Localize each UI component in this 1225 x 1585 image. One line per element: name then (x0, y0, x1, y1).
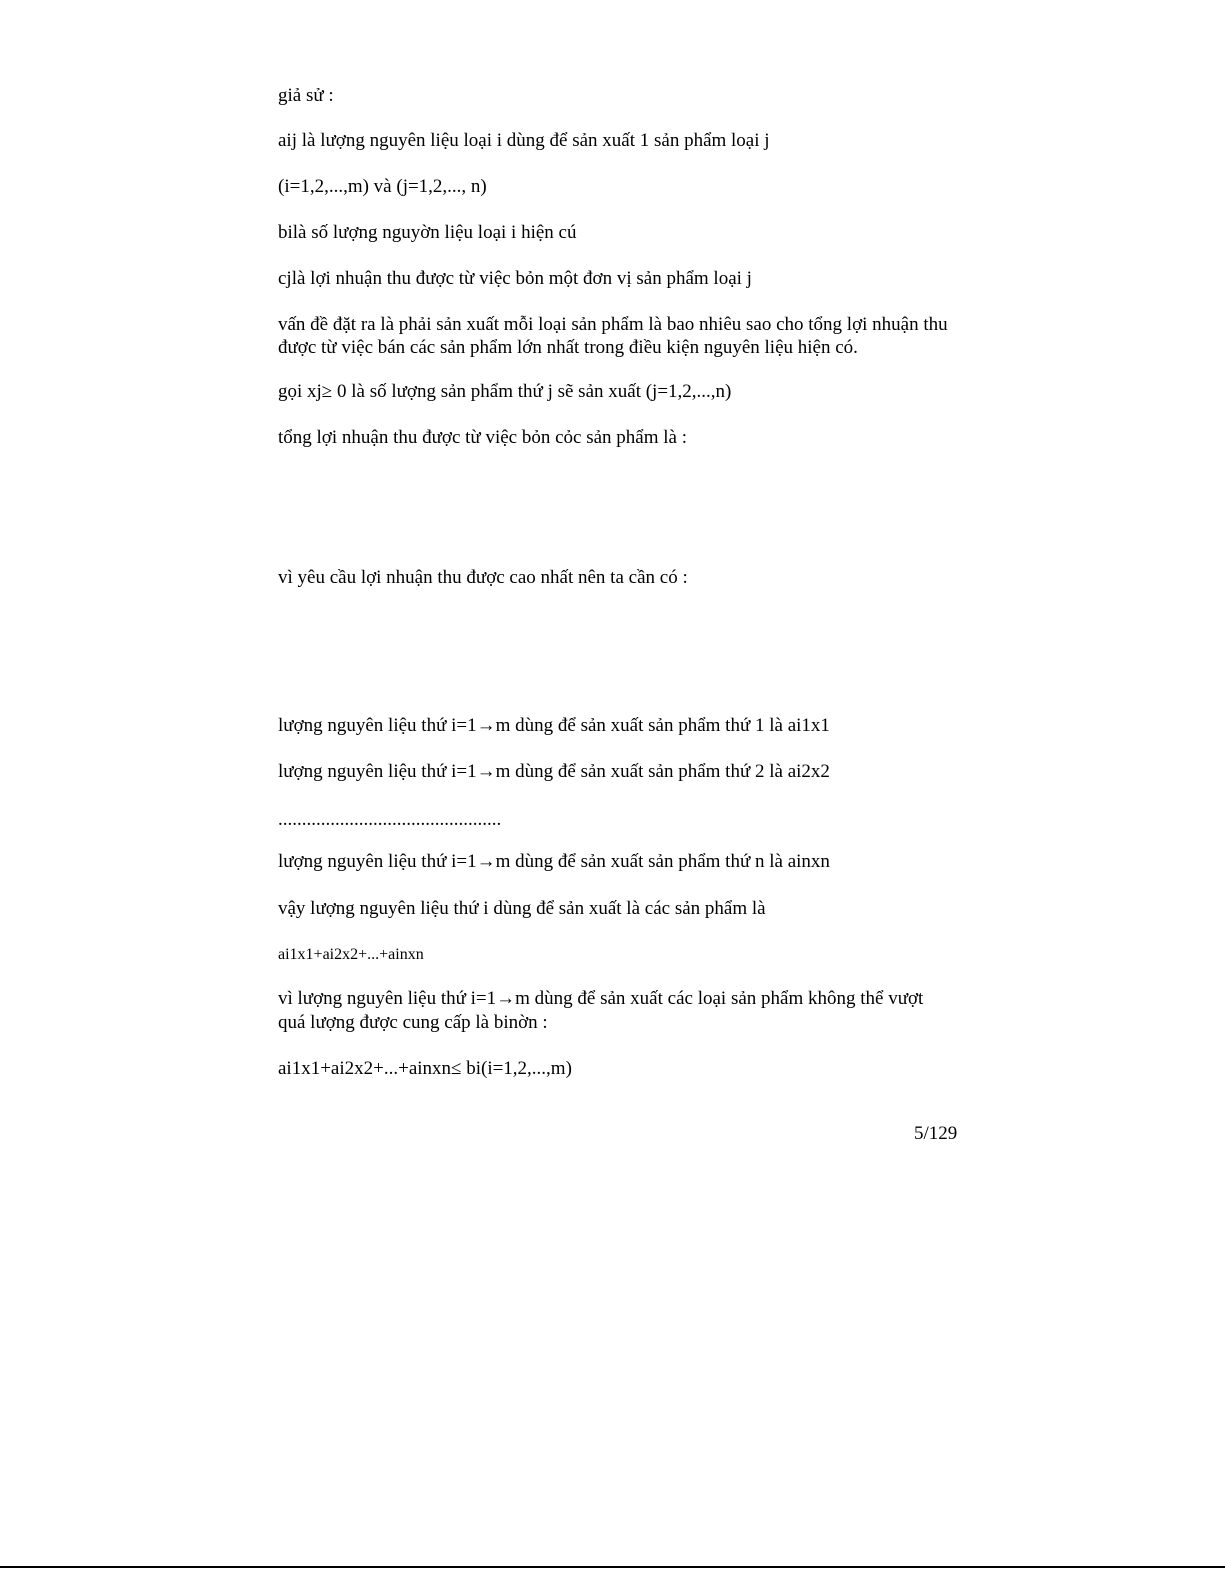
paragraph-constraint-line-2: quá lượng được cung cấp là binờn : (278, 1012, 548, 1033)
paragraph-constraint-line-1: vì lượng nguyên liệu thứ i=1→m dùng để sản xuất các loại sản phẩm không thể vượt (278, 988, 924, 1009)
page-bottom-rule (0, 1566, 1225, 1568)
paragraph-maximize-profit: vì yêu cầu lợi nhuận thu được cao nhất nên ta cần có : (278, 567, 688, 588)
paragraph-material-product-2: lượng nguyên liệu thứ i=1→m dùng để sản xuất sản phẩm thứ 2 là ai2x2 (278, 761, 830, 782)
paragraph-cj-definition: cjlà lợi nhuận thu được từ việc bỏn một đơn vị sản phẩm loại j (278, 268, 752, 289)
paragraph-index-ranges: (i=1,2,...,m) và (j=1,2,..., n) (278, 176, 487, 197)
paragraph-material-product-n: lượng nguyên liệu thứ i=1→m dùng để sản xuất sản phẩm thứ n là ainxn (278, 851, 830, 872)
paragraph-xj-definition: gọi xj≥ 0 là số lượng sản phẩm thứ j sẽ sản xuất (j=1,2,...,n) (278, 381, 732, 402)
paragraph-material-product-1: lượng nguyên liệu thứ i=1→m dùng để sản xuất sản phẩm thứ 1 là ai1x1 (278, 715, 830, 736)
formula-material-sum: ai1x1+ai2x2+...+ainxn (278, 946, 424, 963)
paragraph-aij-definition: aij là lượng nguyên liệu loại i dùng để sản xuất 1 sản phẩm loại j (278, 130, 770, 151)
paragraph-assumption: giả sử : (278, 85, 334, 106)
paragraph-total-material: vậy lượng nguyên liệu thứ i dùng để sản xuất là các sản phẩm là (278, 898, 766, 919)
paragraph-problem-line-1: vấn đề đặt ra là phải sản xuất mỗi loại sản phẩm là bao nhiêu sao cho tổng lợi nhuận thu (278, 314, 948, 335)
paragraph-ellipsis-separator: ............................................... (278, 809, 502, 830)
page-number: 5/129 (914, 1123, 958, 1144)
paragraph-problem-line-2: được từ việc bán các sản phẩm lớn nhất trong điều kiện nguyên liệu hiện có. (278, 337, 858, 358)
formula-material-constraint: ai1x1+ai2x2+...+ainxn≤ bi(i=1,2,...,m) (278, 1058, 572, 1079)
paragraph-bi-definition: bilà số lượng nguyờn liệu loại i hiện cú (278, 222, 577, 243)
paragraph-total-profit: tổng lợi nhuận thu được từ việc bỏn cỏc sản phẩm là : (278, 427, 687, 448)
